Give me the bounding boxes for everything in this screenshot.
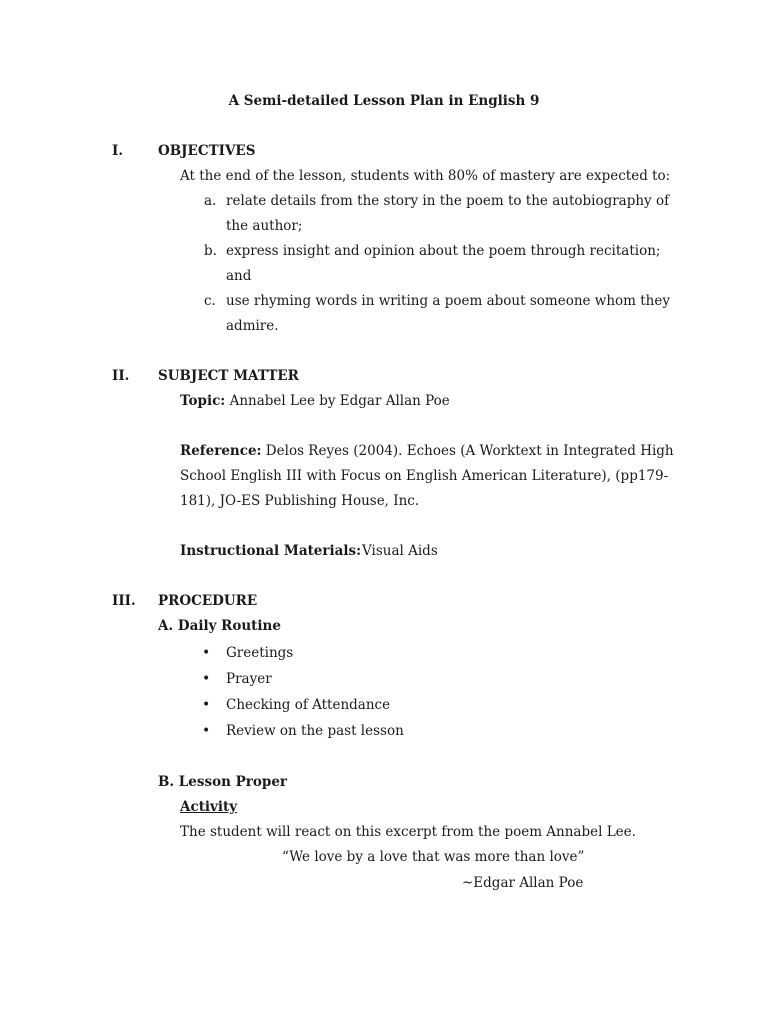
- bullet-icon: •: [202, 697, 211, 713]
- topic-value: Annabel Lee by Edgar Allan Poe: [225, 393, 450, 409]
- objective-b-marker: b.: [204, 243, 217, 259]
- bullet-icon: •: [202, 671, 211, 687]
- poem-quote: “We love by a love that was more than love”: [282, 849, 585, 865]
- bullet-icon: •: [202, 645, 211, 661]
- routine-item-greetings: Greetings: [226, 645, 294, 661]
- quote-attribution: ~Edgar Allan Poe: [462, 875, 584, 891]
- reference-line2: School English III with Focus on English American Literature), (pp179-: [180, 468, 669, 484]
- reference-line1: [180, 445, 674, 459]
- objectives-intro: At the end of the lesson, students with 80% of mastery are expected to:: [180, 168, 671, 184]
- objective-c-marker: c.: [204, 293, 216, 309]
- materials-value: Visual Aids: [362, 543, 438, 559]
- section-heading-objectives: OBJECTIVES: [158, 143, 256, 159]
- reference-value-line1: Delos Reyes (2004). Echoes (A Worktext in Integrated High: [261, 443, 674, 459]
- daily-routine-heading: A. Daily Routine: [158, 618, 281, 634]
- document-title: A Semi-detailed Lesson Plan in English 9: [228, 93, 540, 109]
- lesson-proper-heading: B. Lesson Proper: [158, 774, 288, 790]
- routine-item-attendance: Checking of Attendance: [226, 697, 391, 713]
- activity-text: The student will react on this excerpt from the poem Annabel Lee.: [180, 824, 636, 840]
- objective-c-line2: admire.: [226, 318, 279, 334]
- objective-b-line1: express insight and opinion about the poem through recitation;: [226, 243, 661, 259]
- objective-a-marker: a.: [204, 193, 217, 209]
- topic-label: Topic:: [180, 393, 226, 409]
- bullet-icon: •: [202, 723, 211, 739]
- section-heading-procedure: PROCEDURE: [158, 593, 258, 609]
- section-number-objectives: I.: [112, 143, 124, 159]
- objective-b-line2: and: [226, 268, 252, 284]
- section-number-procedure: III.: [112, 593, 136, 609]
- activity-label: Activity: [180, 799, 238, 815]
- objective-c-line1: use rhyming words in writing a poem about someone whom they: [226, 293, 670, 309]
- reference-label: Reference:: [180, 443, 262, 459]
- routine-item-prayer: Prayer: [226, 671, 272, 687]
- reference-line3: 181), JO-ES Publishing House, Inc.: [180, 493, 420, 509]
- section-number-subject-matter: II.: [112, 368, 130, 384]
- topic-line: [180, 395, 450, 409]
- materials-label: Instructional Materials:: [180, 543, 362, 559]
- objective-a-line2: the author;: [226, 218, 303, 234]
- objective-a-line1: relate details from the story in the poem to the autobiography of: [226, 193, 670, 209]
- routine-item-review: Review on the past lesson: [226, 723, 404, 739]
- section-heading-subject-matter: SUBJECT MATTER: [158, 368, 299, 384]
